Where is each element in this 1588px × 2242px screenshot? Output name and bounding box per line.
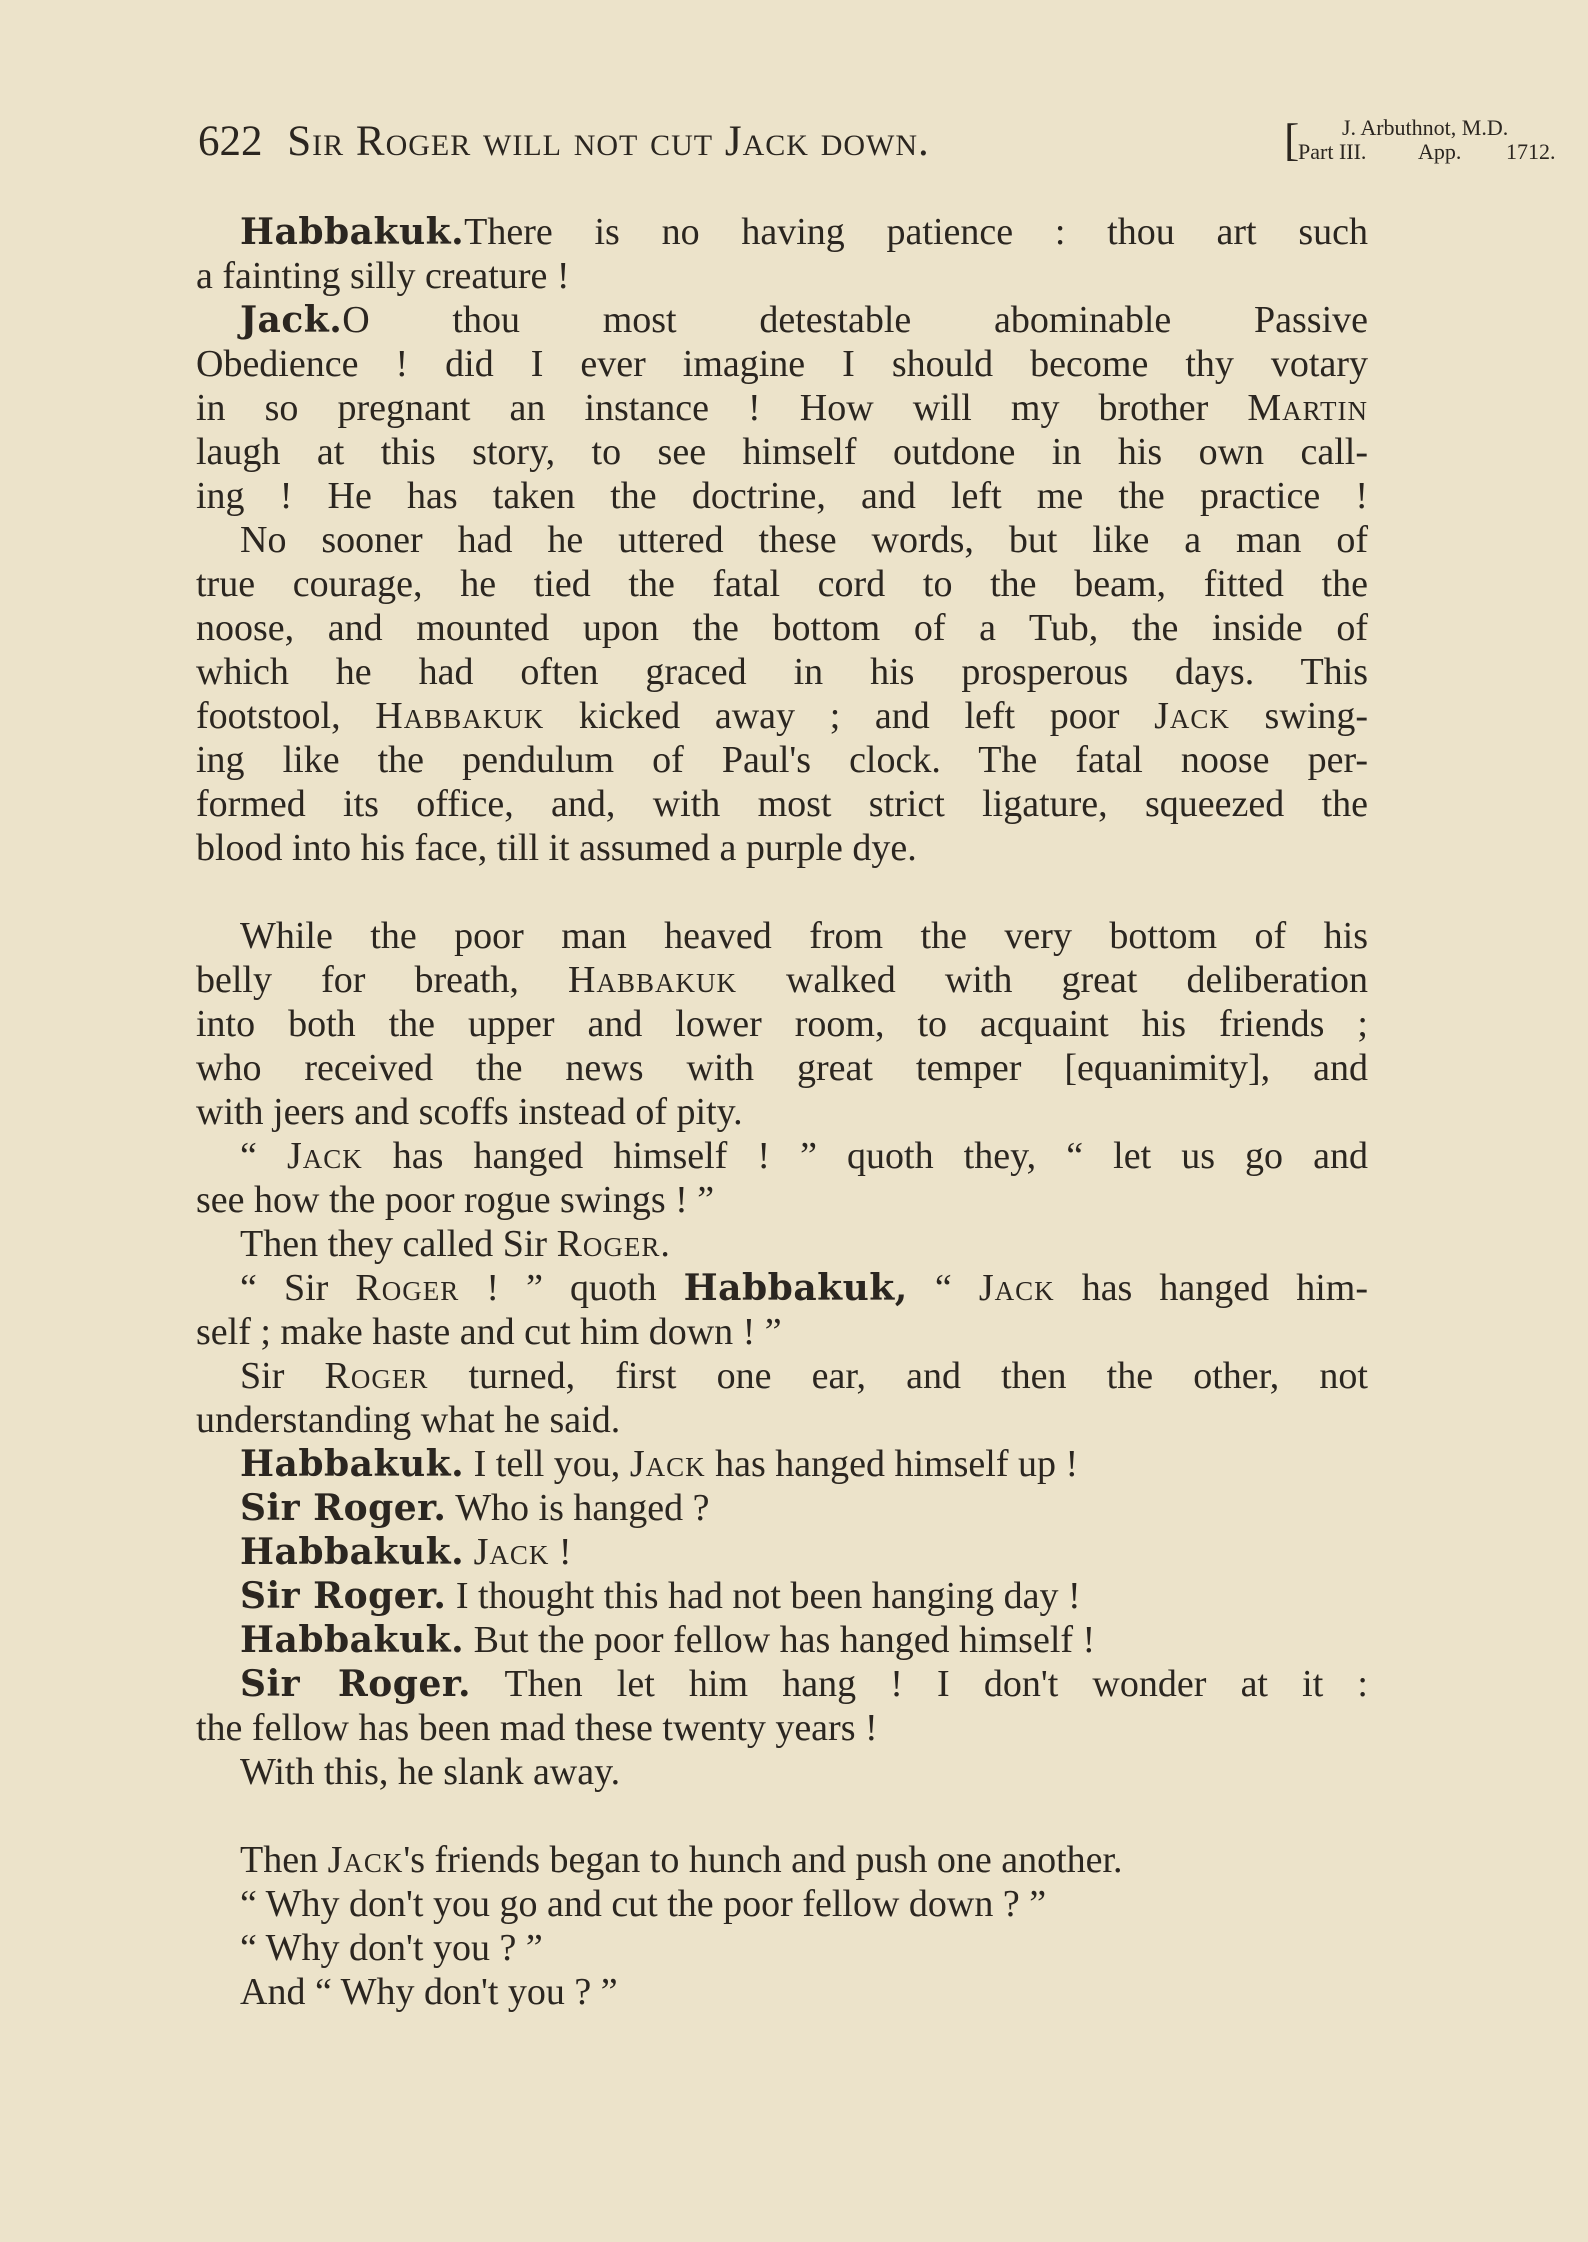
- line-text: see how the poor rogue swings ! ”: [196, 1179, 715, 1221]
- text-line: [196, 1442, 1368, 1486]
- speaker-name: Sir Roger.: [240, 1575, 447, 1617]
- text-line: [196, 1002, 1368, 1046]
- line-text: “ Why don't you go and cut the poor fellow down ? ”: [240, 1883, 1047, 1925]
- side-note-bracket: [: [1284, 114, 1300, 165]
- text-line: [196, 562, 1368, 606]
- text-line: [196, 1046, 1368, 1090]
- text-line: [196, 474, 1368, 518]
- text-line: [196, 958, 1368, 1002]
- line-text: Then: [240, 1839, 328, 1881]
- line-text: “ Sir: [240, 1267, 356, 1309]
- running-title: Sir Roger will not cut Jack down.: [287, 118, 930, 165]
- small-caps-name: Jack: [629, 1443, 706, 1485]
- small-caps-name: Roger: [556, 1223, 661, 1265]
- text-line: [196, 1970, 1368, 2014]
- paragraph-gap: [196, 1794, 1368, 1838]
- line-text: belly for breath,: [196, 959, 568, 1001]
- side-note-app: App.: [1418, 139, 1462, 164]
- line-text: [464, 1531, 474, 1573]
- text-line: [196, 1926, 1368, 1970]
- line-text: noose, and mounted upon the bottom of a: [196, 607, 1029, 649]
- speaker-name: Habbakuk.: [240, 1531, 465, 1573]
- page-number: 622: [198, 118, 263, 165]
- speaker-name: Habbakuk,: [683, 1267, 908, 1309]
- line-text: in so pregnant an instance ! How will my brother: [196, 387, 1248, 429]
- text-line: [196, 1618, 1368, 1662]
- small-caps-name: Jack: [286, 1135, 363, 1177]
- line-text: I tell you,: [464, 1443, 630, 1485]
- text-line: [196, 1486, 1368, 1530]
- line-text: No sooner had he uttered these words, but like a man of: [240, 519, 1368, 561]
- line-text: , and: [1260, 1047, 1368, 1089]
- line-text: understanding what he said.: [196, 1399, 621, 1441]
- text-line: [196, 1574, 1368, 1618]
- text-line: [196, 1178, 1368, 1222]
- text-line: [196, 826, 1368, 870]
- line-text: There is no having patience : thou art such: [464, 211, 1368, 253]
- speaker-name: Habbakuk.: [240, 1619, 465, 1661]
- line-text: formed its office, and, with most strict ligature, squeezed the: [196, 783, 1368, 825]
- line-text: has hanged himself ! ” quoth they, “ let us go and: [362, 1135, 1368, 1177]
- speaker-name: Habbakuk.: [240, 211, 465, 253]
- line-text: Then they called Sir: [240, 1223, 557, 1265]
- line-text: into both the upper and lower room, to acquaint his friends ;: [196, 1003, 1368, 1045]
- small-caps-name: Roger: [324, 1355, 429, 1397]
- text-line: [196, 342, 1368, 386]
- small-caps-name: Jack: [1154, 695, 1230, 737]
- text-line: [196, 650, 1368, 694]
- small-caps-name: Jack: [473, 1531, 550, 1573]
- line-text: laugh at this story, to see himself outdone in his own call-: [196, 431, 1368, 473]
- line-text: swing-: [1229, 695, 1368, 737]
- side-note-author: J. Arbuthnot, M.D.: [1342, 115, 1509, 140]
- line-text: Obedience ! did I ever imagine I should become thy votary: [196, 343, 1368, 385]
- line-text: While the poor man heaved from the very bottom of his: [240, 915, 1368, 957]
- small-caps-name: Roger: [355, 1267, 460, 1309]
- text-body: [196, 210, 1368, 2014]
- line-text: Then let him hang ! I don't wonder at it :: [471, 1663, 1368, 1705]
- line-text: has hanged himself up !: [705, 1443, 1079, 1485]
- text-line: [196, 738, 1368, 782]
- line-text: footstool,: [196, 695, 376, 737]
- speaker-name: Habbakuk.: [240, 1443, 465, 1485]
- small-caps-name: Martin: [1247, 387, 1368, 429]
- line-text: which he had often graced in his prosperous days. This: [196, 651, 1368, 693]
- line-text: “ Why don't you ? ”: [240, 1927, 543, 1969]
- text-line: [196, 1266, 1368, 1310]
- text-line: [196, 254, 1368, 298]
- line-text: who received the news with great temper: [196, 1047, 1065, 1089]
- line-text: true courage, he tied the fatal cord to the beam, fitted the: [196, 563, 1368, 605]
- line-text: ! ” quoth: [459, 1267, 684, 1309]
- line-text: self ; make haste and cut him down ! ”: [196, 1311, 782, 1353]
- line-text: kicked away ; and left poor: [544, 695, 1155, 737]
- line-text: the inside of: [1098, 607, 1368, 649]
- text-line: [196, 298, 1368, 342]
- side-note-year: 1712.: [1506, 139, 1556, 164]
- line-text: walked with great deliberation: [736, 959, 1369, 1001]
- line-text: “: [240, 1135, 287, 1177]
- line-text: ing like the pendulum of Paul's clock. The fatal noose per-: [196, 739, 1368, 781]
- text-line: [196, 914, 1368, 958]
- side-note-part: Part III.: [1298, 139, 1367, 164]
- text-line: [196, 210, 1368, 254]
- line-text: Who is hanged ?: [446, 1487, 710, 1529]
- line-text: .: [660, 1223, 670, 1265]
- text-line: [196, 1310, 1368, 1354]
- line-text: blood into his face, till it assumed a purple dye.: [196, 827, 917, 869]
- speaker-name: Sir Roger.: [240, 1663, 472, 1705]
- paragraph-gap: [196, 870, 1368, 914]
- text-line: [196, 694, 1368, 738]
- text-line: [196, 1750, 1368, 1794]
- italic-text: [equanimity]: [1064, 1047, 1261, 1089]
- text-line: [196, 1882, 1368, 1926]
- small-caps-name: Habbakuk: [375, 695, 545, 737]
- line-text: the fellow has been mad these twenty years !: [196, 1707, 878, 1749]
- line-text: ing ! He has taken the doctrine, and left me the practice !: [196, 475, 1368, 517]
- italic-text: Tub,: [1028, 607, 1099, 649]
- line-text: 's friends began to hunch and push one another.: [403, 1839, 1123, 1881]
- line-text: With this, he slank away.: [240, 1751, 621, 1793]
- small-caps-name: Habbakuk: [568, 959, 737, 1001]
- text-line: [196, 1090, 1368, 1134]
- line-text: I thought this had not been hanging day !: [446, 1575, 1081, 1617]
- text-line: [196, 1134, 1368, 1178]
- text-line: [196, 1706, 1368, 1750]
- line-text: turned, first one ear, and then the other, not: [428, 1355, 1368, 1397]
- text-line: [196, 1530, 1368, 1574]
- speaker-name: Sir Roger.: [240, 1487, 447, 1529]
- line-text: “: [907, 1267, 979, 1309]
- speaker-name: Jack.: [240, 299, 343, 341]
- text-line: [196, 782, 1368, 826]
- small-caps-name: Jack: [978, 1267, 1055, 1309]
- running-head: [198, 112, 1556, 172]
- line-text: a fainting silly creature !: [196, 255, 570, 297]
- line-text: And “ Why don't you ? ”: [240, 1971, 618, 2013]
- text-line: [196, 1662, 1368, 1706]
- text-line: [196, 1222, 1368, 1266]
- line-text: with jeers and scoffs instead of pity.: [196, 1091, 743, 1133]
- small-caps-name: Jack: [327, 1839, 404, 1881]
- text-line: [196, 1398, 1368, 1442]
- line-text: !: [549, 1531, 572, 1573]
- line-text: O thou most detestable abominable Passive: [342, 299, 1368, 341]
- text-line: [196, 606, 1368, 650]
- text-line: [196, 518, 1368, 562]
- text-line: [196, 386, 1368, 430]
- line-text: Sir: [240, 1355, 325, 1397]
- side-note: [1298, 116, 1588, 168]
- text-line: [196, 430, 1368, 474]
- line-text: has hanged him-: [1054, 1267, 1369, 1309]
- text-line: [196, 1354, 1368, 1398]
- text-line: [196, 1838, 1368, 1882]
- line-text: But the poor fellow has hanged himself !: [464, 1619, 1096, 1661]
